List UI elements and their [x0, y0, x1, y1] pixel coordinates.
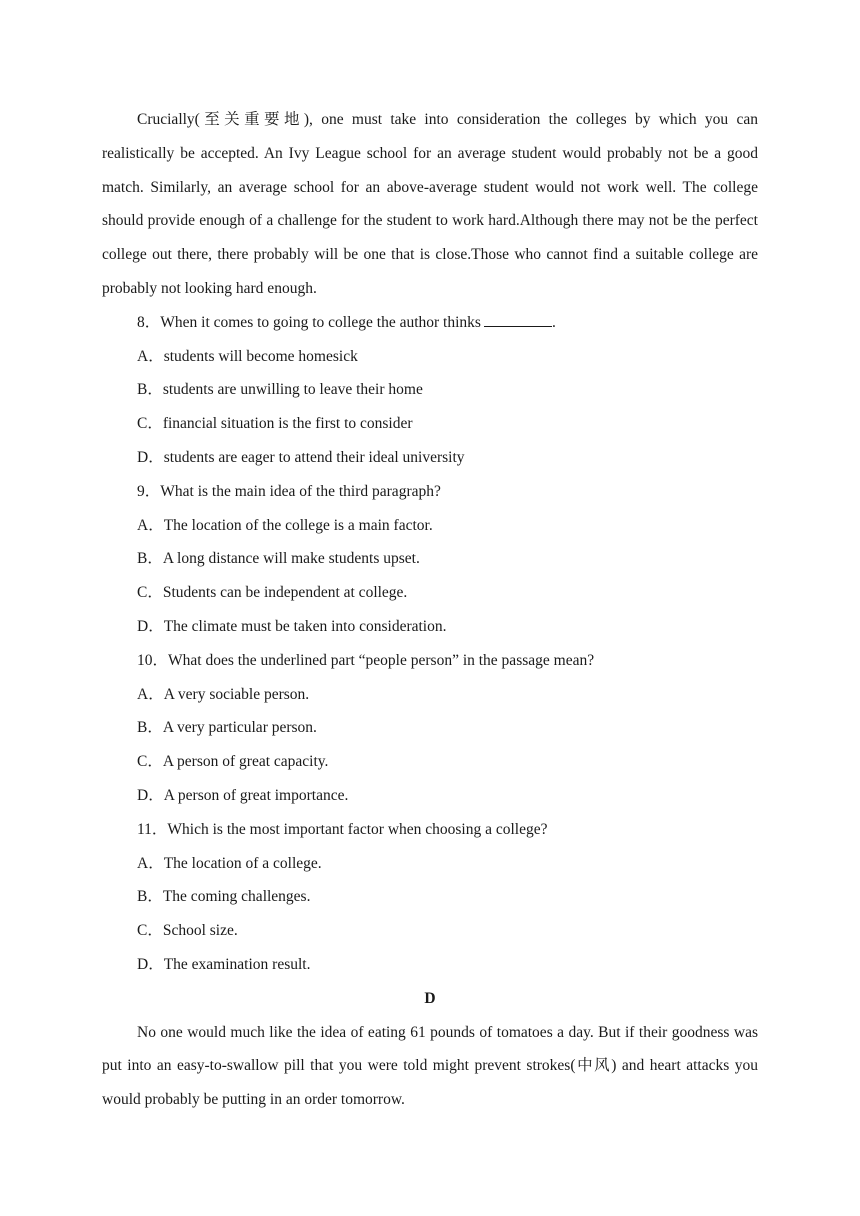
question-9-option-a: A．The location of the college is a main factor.: [137, 516, 433, 534]
question-8-option-c: C．financial situation is the first to consider: [137, 415, 413, 433]
question-8-option-d: D．students are eager to attend their ideal university: [137, 448, 465, 466]
question-8-text: 8．When it comes to going to college the author thinks: [137, 313, 481, 331]
passage-paragraph: Crucially(至关重要地), one must take into consideration the colleges by which you can realistically be accepted. An Ivy League school for an average student would probably not be a good match. Similarly, an average school for an above-average student would not work well. The college should provide enough of a challenge for the student to work hard.Although there may not be the perfect college out there, there probably will be one that is close.Those who cannot find a suitable college are probably not looking hard enough.: [102, 111, 758, 297]
question-11-option-c: C．School size.: [137, 922, 238, 940]
question-9-option-c: C．Students can be independent at college.: [137, 584, 408, 602]
passage-paragraph-d: No one would much like the idea of eating 61 pounds of tomatoes a day. But if their goodness was put into an easy-to-swallow pill that you were told might prevent strokes(中风) and heart attacks you would probably be putting in an order tomorrow.: [102, 1023, 758, 1109]
question-10-option-b: B．A very particular person.: [137, 719, 317, 737]
question-9-option-d: D．The climate must be taken into consideration.: [137, 617, 447, 635]
question-8-stem-end: .: [551, 313, 556, 331]
document-page: [102, 103, 758, 1117]
question-11-option-a: A．The location of a college.: [137, 854, 322, 872]
question-8-stem: [102, 306, 758, 340]
question-10-stem: 10．What does the underlined part “people person” in the passage mean?: [137, 651, 595, 669]
question-9-stem: 9．What is the main idea of the third paragraph?: [137, 482, 441, 500]
question-11-stem: 11．Which is the most important factor when choosing a college?: [137, 820, 548, 838]
question-8-option-a: A．students will become homesick: [137, 347, 358, 365]
question-8-option-b: B．students are unwilling to leave their home: [137, 381, 423, 399]
section-heading: D: [424, 989, 436, 1007]
question-10-option-a: A．A very sociable person.: [137, 685, 310, 703]
question-10-option-d: D．A person of great importance.: [137, 786, 349, 804]
question-10-option-c: C．A person of great capacity.: [137, 753, 329, 771]
question-11-option-b: B．The coming challenges.: [137, 888, 311, 906]
answer-blank: [484, 312, 552, 327]
question-11-option-d: D．The examination result.: [137, 955, 311, 973]
question-9-option-b: B．A long distance will make students upset.: [137, 550, 420, 568]
